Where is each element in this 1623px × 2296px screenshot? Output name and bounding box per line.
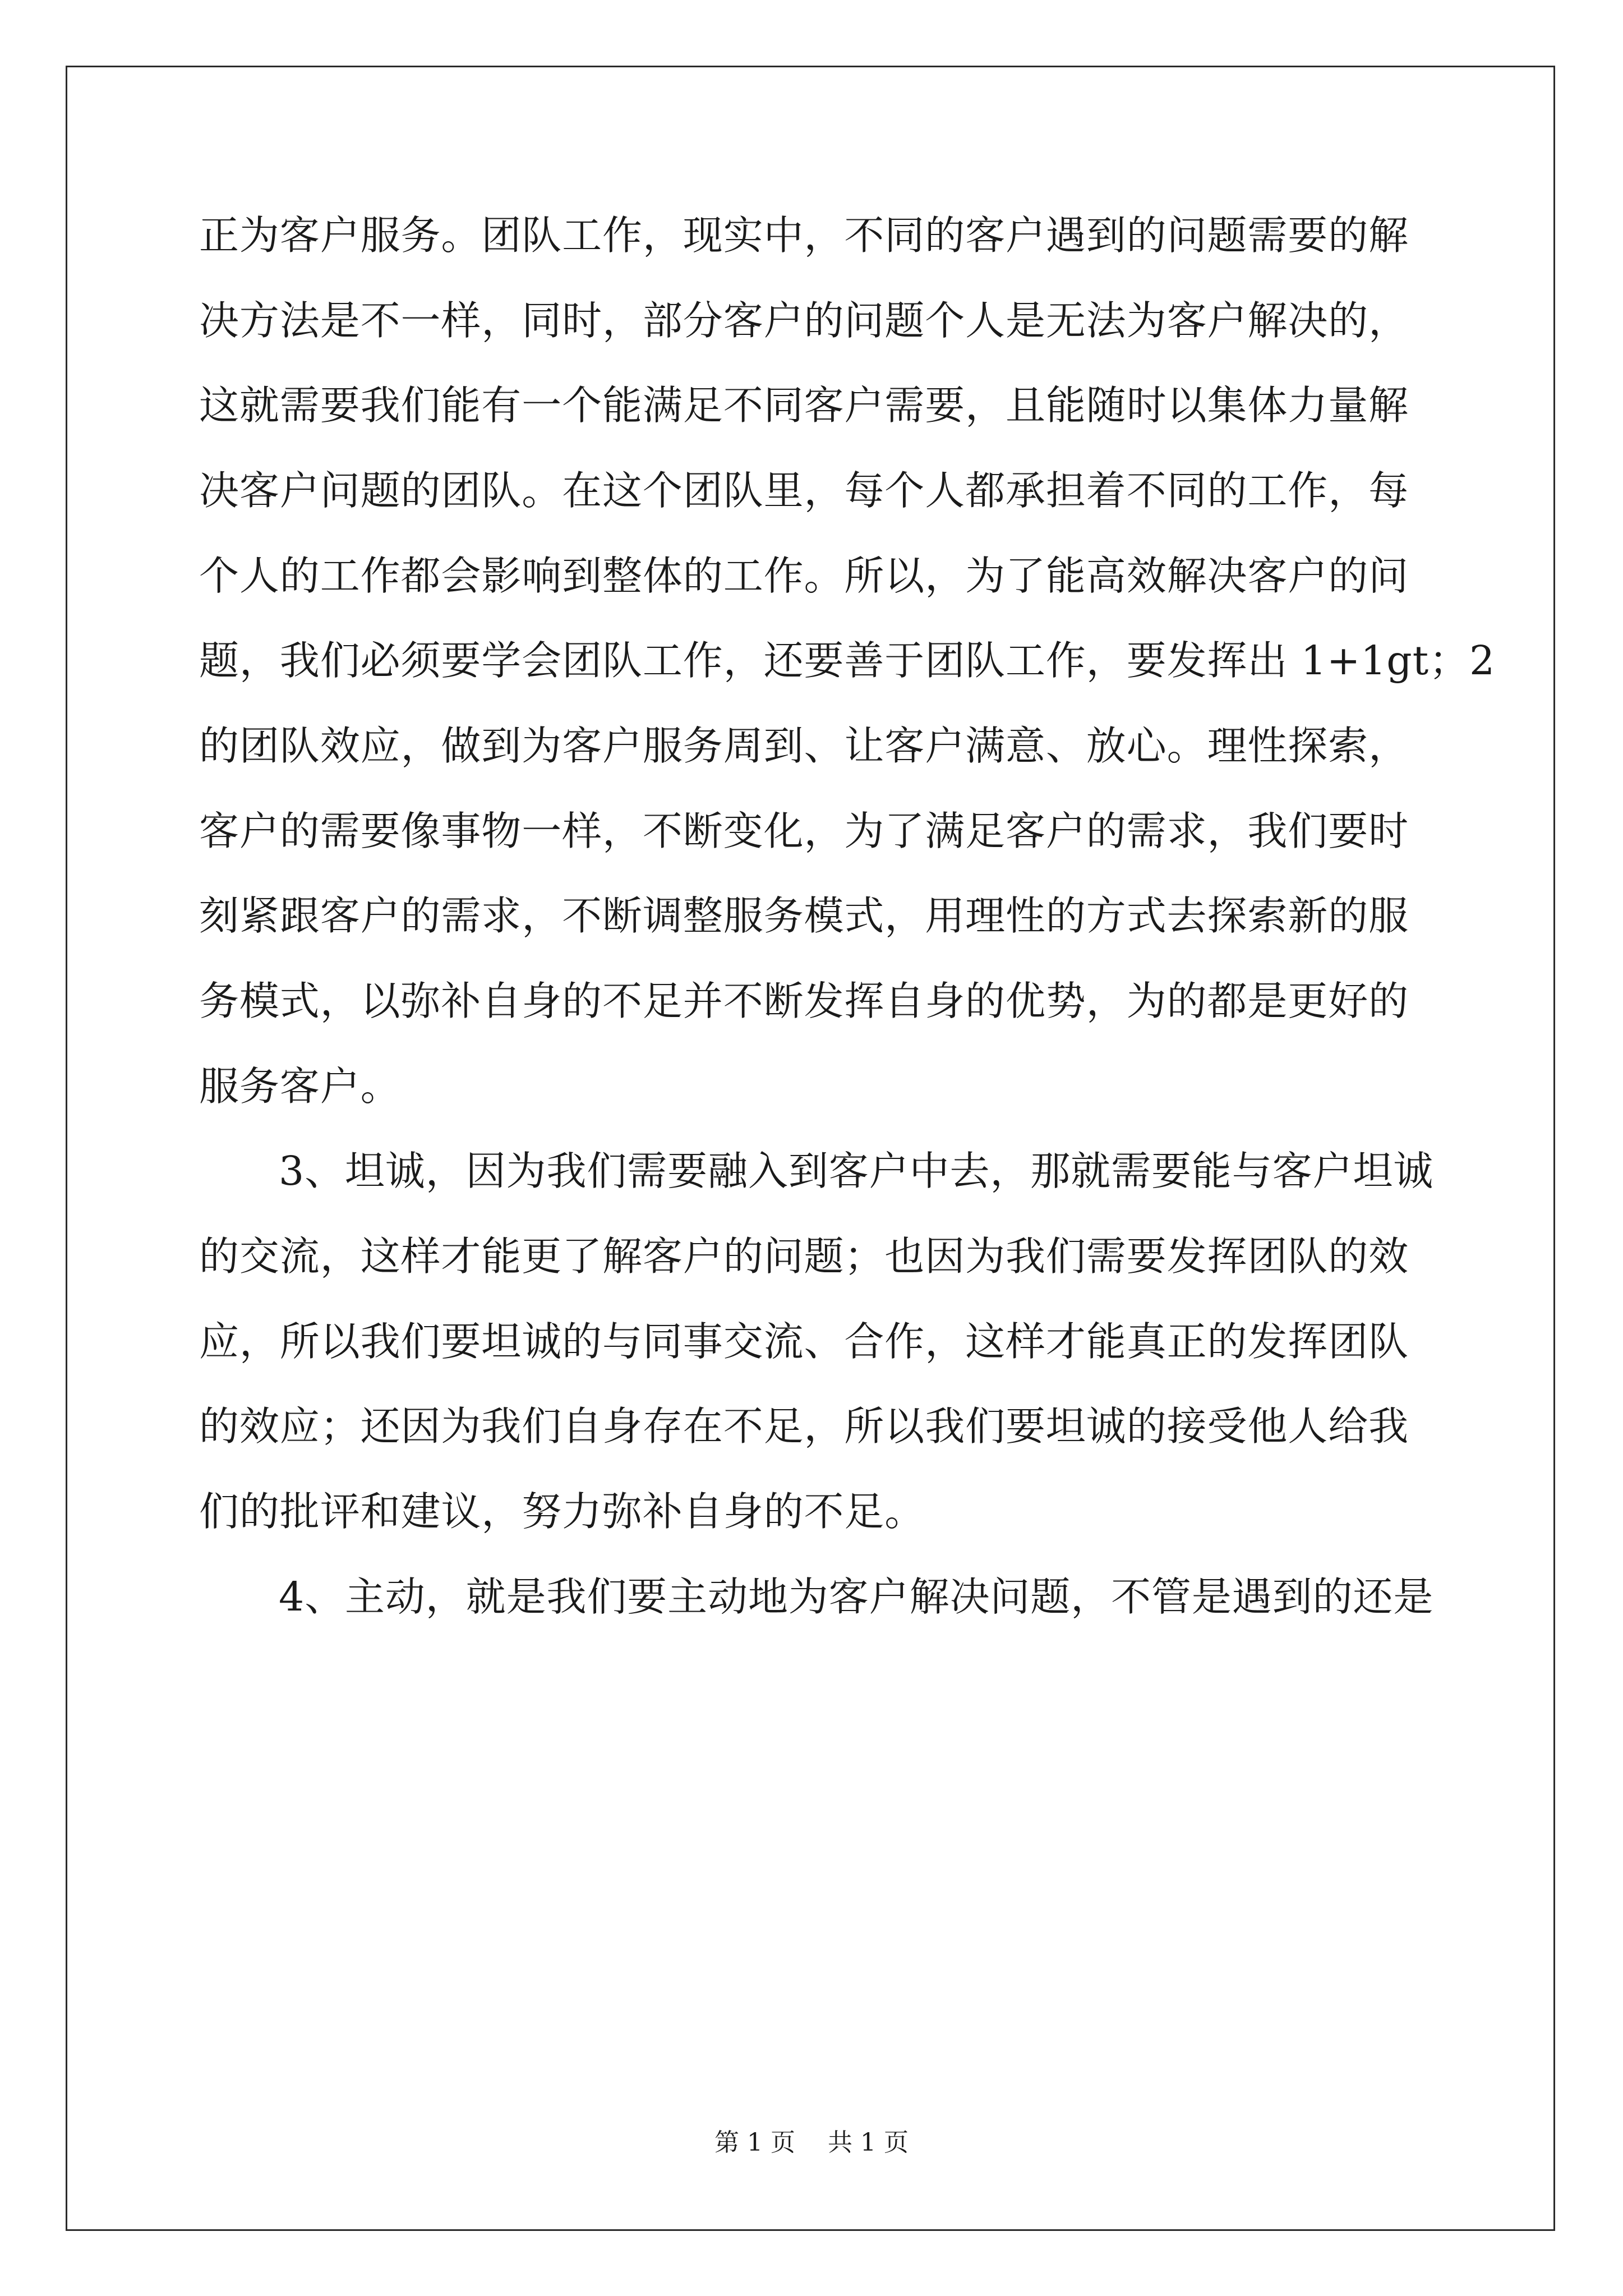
body-text-line: 客户的需要像事物一样，不断变化，为了满足客户的需求，我们要时	[199, 808, 1409, 854]
body-text-line: 服务客户。	[199, 1063, 401, 1110]
body-text-line: 的效应；还因为我们自身存在不足，所以我们要坦诚的接受他人给我	[199, 1403, 1409, 1450]
page-total: 共 1 页	[828, 2128, 909, 2157]
page-footer	[0, 2126, 1623, 2160]
body-text-line: 个人的工作都会影响到整体的工作。所以，为了能高效解决客户的问	[199, 553, 1409, 599]
page-number: 第 1 页	[714, 2128, 795, 2157]
body-text-line: 这就需要我们能有一个能满足不同客户需要，且能随时以集体力量解	[199, 382, 1409, 429]
body-text-line: 的团队效应，做到为客户服务周到、让客户满意、放心。理性探索，	[199, 723, 1409, 769]
body-text-line: 的交流，这样才能更了解客户的问题；也因为我们需要发挥团队的效	[199, 1233, 1409, 1280]
paragraph-first-line: 4、主动，就是我们要主动地为客户解决问题，不管是遇到的还是	[279, 1573, 1434, 1620]
body-text-line: 们的批评和建议，努力弥补自身的不足。	[199, 1488, 925, 1535]
body-text-line: 决客户问题的团队。在这个团队里，每个人都承担着不同的工作，每	[199, 467, 1409, 514]
body-text-line: 正为客户服务。团队工作，现实中，不同的客户遇到的问题需要的解	[199, 212, 1409, 259]
paragraph-first-line: 3、坦诚，因为我们需要融入到客户中去，那就需要能与客户坦诚	[279, 1148, 1434, 1194]
body-text-line: 决方法是不一样，同时，部分客户的问题个人是无法为客户解决的，	[199, 297, 1409, 344]
body-text-line: 务模式，以弥补自身的不足并不断发挥自身的优势，为的都是更好的	[199, 978, 1409, 1024]
body-text-line: 应，所以我们要坦诚的与同事交流、合作，这样才能真正的发挥团队	[199, 1318, 1409, 1365]
body-text-line: 题，我们必须要学会团队工作，还要善于团队工作，要发挥出 1+1gt；2	[199, 637, 1496, 684]
body-text-line: 刻紧跟客户的需求，不断调整服务模式，用理性的方式去探索新的服	[199, 892, 1409, 939]
